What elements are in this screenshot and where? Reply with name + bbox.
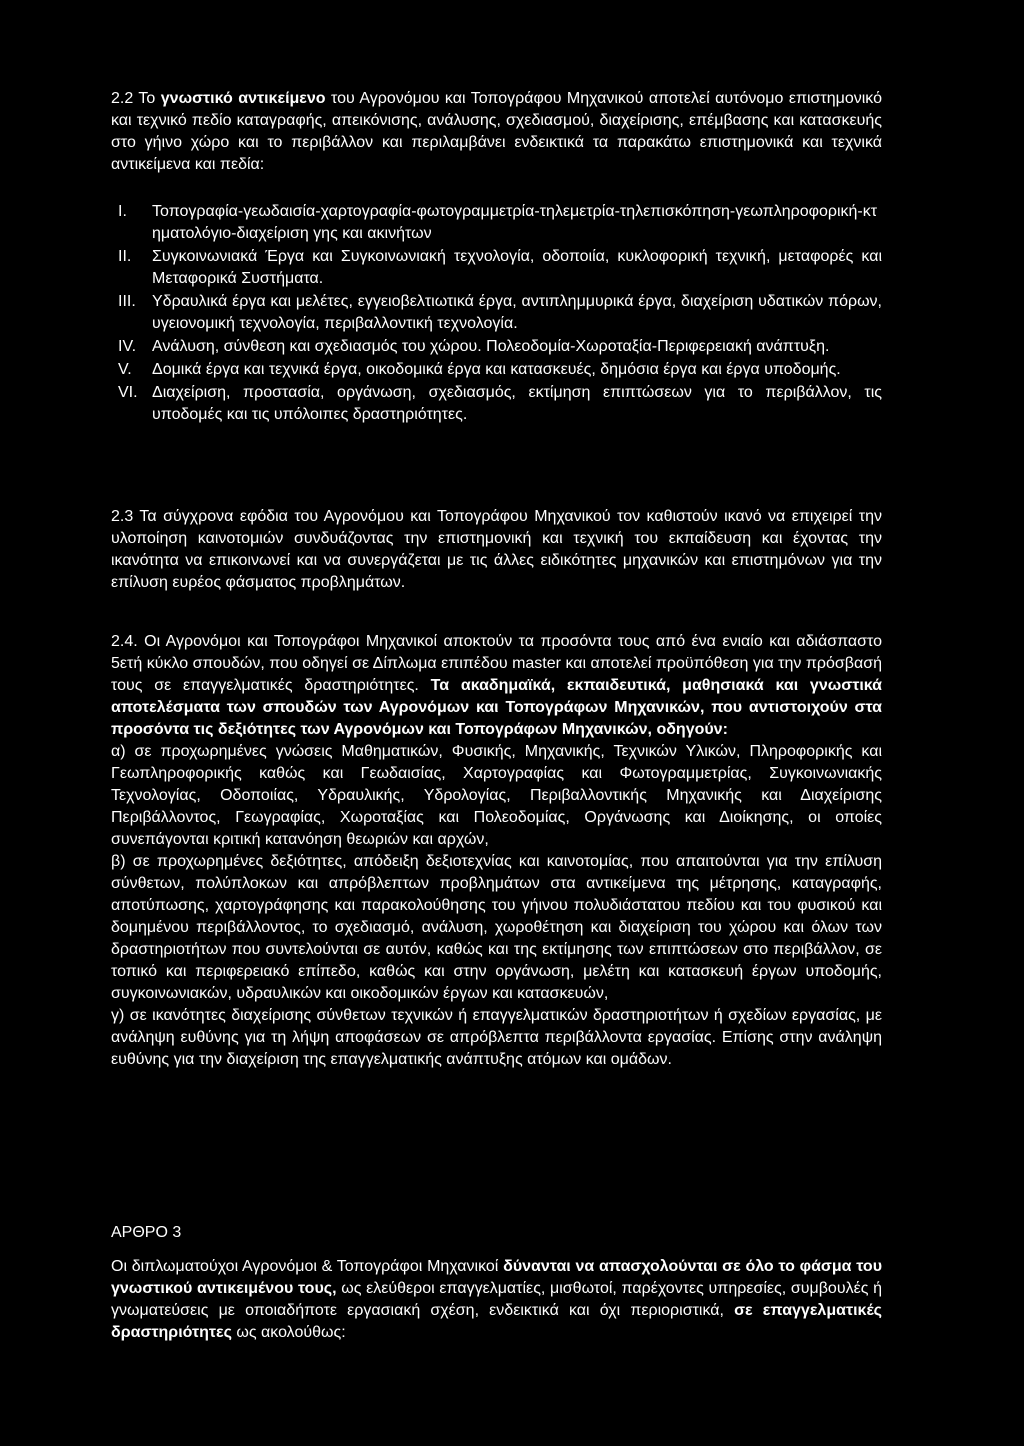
paragraph-b: β) σε προχωρημένες δεξιότητες, απόδειξη δεξιοτεχνίας και καινοτομίας, που απαιτούνται για την επίλυση σύνθετων, πολύπλοκων και απρόβλεπτων προβλημάτων στα αντικείμενα της μέτρησης, καταγραφής, αποτύπωσης, χαρτογράφησης και παρακολούθησης του γήινου πολυδιάστατου πεδίου και του φυσικού και δομημένου περιβάλλοντος, το σχεδιασμό, ανάλυση, χωροθέτηση και διαχείριση του χώρου και όλων των δραστηριοτήτων που συντελούνται σε αυτόν, καθώς και της εκτίμησης των επιπτώσεων στο περιβάλλον, σε τοπικό και περιφερειακό επίπεδο, καθώς και στην οργάνωση, μελέτη και κατασκευή έργων υποδομής, συγκοινωνιακών, υδραυλικών και οικοδομικών έργων και κατασκευών,	[111, 853, 882, 1002]
list-item: III. Υδραυλικά έργα και μελέτες, εγγειοβελτιωτικά έργα, αντιπλημμυρικά έργα, διαχείριση υδατικών πόρων, υγειονομική τεχνολογία, περιβαλλοντική τεχνολογία.	[118, 293, 882, 332]
list-item: V. Δομικά έργα και τεχνικά έργα, οικοδομικά έργα και κατασκευές, δημόσια έργα και έργα υποδομής.	[118, 361, 841, 378]
bold-phrase: Τα ακαδημαϊκά, εκπαιδευτικά, μαθησιακά και γνωστικά αποτελέσματα των σπουδών των Αγρονόμων και Τοπογράφων Μηχανικών, που αντιστοιχούν στα προσόντα τις δεξιότητες των Αγρονόμων και Τοπογράφων Μηχανικών, οδηγούν:	[111, 677, 882, 738]
section-2-4: 2.4. Οι Αγρονόμοι και Τοπογράφοι Μηχανικοί αποκτούν τα προσόντα τους από ένα ενιαίο και αδιάσπαστο 5ετή κύκλο σπουδών, που οδηγεί σε Δίπλωμα επιπέδου master και αποτελεί προϋπόθεση για την πρόσβασή τους σε επαγγελματικές δραστηριότητες. Τα ακαδημαϊκά, εκπαιδευτικά, μαθησιακά και γνωστικά αποτελέσματα των σπουδών των Αγρονόμων και Τοπογράφων Μηχανικών, που αντιστοιχούν στα προσόντα τις δεξιότητες των Αγρονόμων και Τοπογράφων Μηχανικών, οδηγούν: α) σε προχωρημένες γνώσεις Μαθηματικών, Φυσικής, Μηχανικής, Τεχνικών Υλικών, Πληροφορικής και Γεωπληροφορικής καθώς και Γεωδαισίας, Χαρτογραφίας και Φωτογραμμετρίας, Συγκοινωνιακής Τεχνολογίας, Οδοποιίας, Υδραυλικής, Υδρολογίας, Περιβαλλοντικής Μηχανικής και Διαχείρισης Περιβάλλοντος, Γεωγραφίας, Χωροταξίας και Πολεοδομίας, Οργάνωσης και Διοίκησης, οι οποίες συνεπάγονται κριτική κατανόηση θεωριών και αρχών, β) σε προχωρημένες δεξιότητες, απόδειξη δεξιοτεχνίας και καινοτομίας, που απαιτούνται για την επίλυση σύνθετων, πολύπλοκων και απρόβλεπτων προβλημάτων στα αντικείμενα της μέτρησης, καταγραφής, αποτύπωσης, χαρτογράφησης και παρακολούθησης του γήινου πολυδιάστατου πεδίου και του φυσικού και δομημένου περιβάλλοντος, το σχεδιασμό, ανάλυση, χωροθέτηση και διαχείριση του χώρου και όλων των δραστηριοτήτων που συντελούνται σε αυτόν, καθώς και της εκτίμησης των επιπτώσεων στο περιβάλλον, σε τοπικό και περιφερειακό επίπεδο, καθώς και στην οργάνωση, μελέτη και κατασκευή έργων υποδομής, συγκοινωνιακών, υδραυλικών και οικοδομικών έργων και κατασκευών, γ) σε ικανότητες διαχείρισης σύνθετων τεχνικών ή επαγγελματικών δραστηριοτήτων ή σχεδίων εργασίας, με ανάληψη ευθύνης για τη λήψη αποφάσεων σε απρόβλεπτα περιβάλλοντα εργασίας. Επίσης στην ανάληψη ευθύνης για την διαχείριση της επαγγελματικής ανάπτυξης ατόμων και ομάδων.	[111, 631, 882, 1071]
section-2-3: 2.3 Τα σύγχρονα εφόδια του Αγρονόμου και Τοπογράφου Μηχανικού τον καθιστούν ικανό να επιχειρεί την υλοποίηση καινοτομιών συνδυάζοντας την επιστημονική και τεχνική του εκπαίδευση και έχοντας την ικανότητα να επικοινωνεί και να συνεργάζεται με τις άλλες ειδικότητες μηχανικών και επιστημόνων για την επίλυση ευρέος φάσματος προβλημάτων.	[111, 508, 882, 591]
list-item: IV. Ανάλυση, σύνθεση και σχεδιασμός του χώρου. Πολεοδομία-Χωροταξία-Περιφερειακή ανάπτυξη.	[118, 338, 830, 355]
bold-phrase: γνωστικό αντικείμενο	[160, 90, 326, 107]
list-item: VI. Διαχείριση, προστασία, οργάνωση, σχεδιασμός, εκτίμηση επιπτώσεων για το περιβάλλον, τις υποδομές και τις υπόλοιπες δραστηριότητες.	[118, 384, 882, 423]
bold-phrase: σε επαγγελματικές δραστηριότητες	[111, 1302, 882, 1341]
article-3-text: Οι διπλωματούχοι Αγρονόμοι & Τοπογράφοι Μηχανικοί δύνανται να απασχολούνται σε όλο το φάσμα του γνωστικού αντικειμένου τους, ως ελεύθεροι επαγγελματίες, μισθωτοί, παρέχοντες υπηρεσίες, συμβουλές ή γνωματεύσεις με οποιαδήποτε εργασιακή σχέση, ενδεικτικά και όχι περιοριστικά, σε επαγγελματικές δραστηριότητες ως ακολούθως:	[111, 1258, 883, 1341]
section-2-2-intro: 2.2 Το γνωστικό αντικείμενο του Αγρονόμου και Τοπογράφου Μηχανικού αποτελεί αυτόνομο επιστημονικό και τεχνικό πεδίο καταγραφής, απεικόνισης, ανάλυσης, σχεδιασμού, διαχείρισης, επέμβασης και κατασκευής στο γήινο χώρο και το περιβάλλον και περιλαμβάνει ενδεικτικά τα παρακάτω επιστημονικά και τεχνικά αντικείμενα και πεδία:	[111, 90, 883, 173]
list-item: II. Συγκοινωνιακά Έργα και Συγκοινωνιακή τεχνολογία, οδοποιία, κυκλοφορική τεχνική, μεταφορές και Μεταφορικά Συστήματα.	[118, 248, 882, 287]
paragraph-c: γ) σε ικανότητες διαχείρισης σύνθετων τεχνικών ή επαγγελματικών δραστηριοτήτων ή σχεδίων εργασίας, με ανάληψη ευθύνης για τη λήψη αποφάσεων σε απρόβλεπτα περιβάλλοντα εργασίας. Επίσης στην ανάληψη ευθύνης για την διαχείριση της επαγγελματικής ανάπτυξης ατόμων και ομάδων.	[111, 1007, 882, 1068]
article-heading: ΑΡΘΡΟ 3	[111, 1224, 182, 1241]
list-item: I. Τοπογραφία-γεωδαισία-χαρτογραφία-φωτογραμμετρία-τηλεμετρία-τηλεπισκόπηση-γεωπληροφορική-κτηματολόγιο-διαχείριση γης και ακινήτων	[118, 203, 878, 242]
section-number: 2.4.	[111, 633, 138, 650]
bold-phrase: δύνανται να απασχολούνται σε όλο το φάσμα του γνωστικού αντικειμένου τους,	[111, 1258, 883, 1297]
section-2-2-list	[118, 201, 882, 427]
section-number: 2.2	[111, 90, 134, 107]
paragraph-a: α) σε προχωρημένες γνώσεις Μαθηματικών, Φυσικής, Μηχανικής, Τεχνικών Υλικών, Πληροφορικής και Γεωπληροφορικής καθώς και Γεωδαισίας, Χαρτογραφίας και Φωτογραμμετρίας, Συγκοινωνιακής Τεχνολογίας, Οδοποιίας, Υδραυλικής, Υδρολογίας, Περιβαλλοντικής Μηχανικής και Διαχείρισης Περιβάλλοντος, Γεωγραφίας, Χωροταξίας και Πολεοδομίας, Οργάνωσης και Διοίκησης, οι οποίες συνεπάγονται κριτική κατανόηση θεωριών και αρχών,	[111, 743, 882, 848]
section-number: 2.3	[111, 508, 134, 525]
